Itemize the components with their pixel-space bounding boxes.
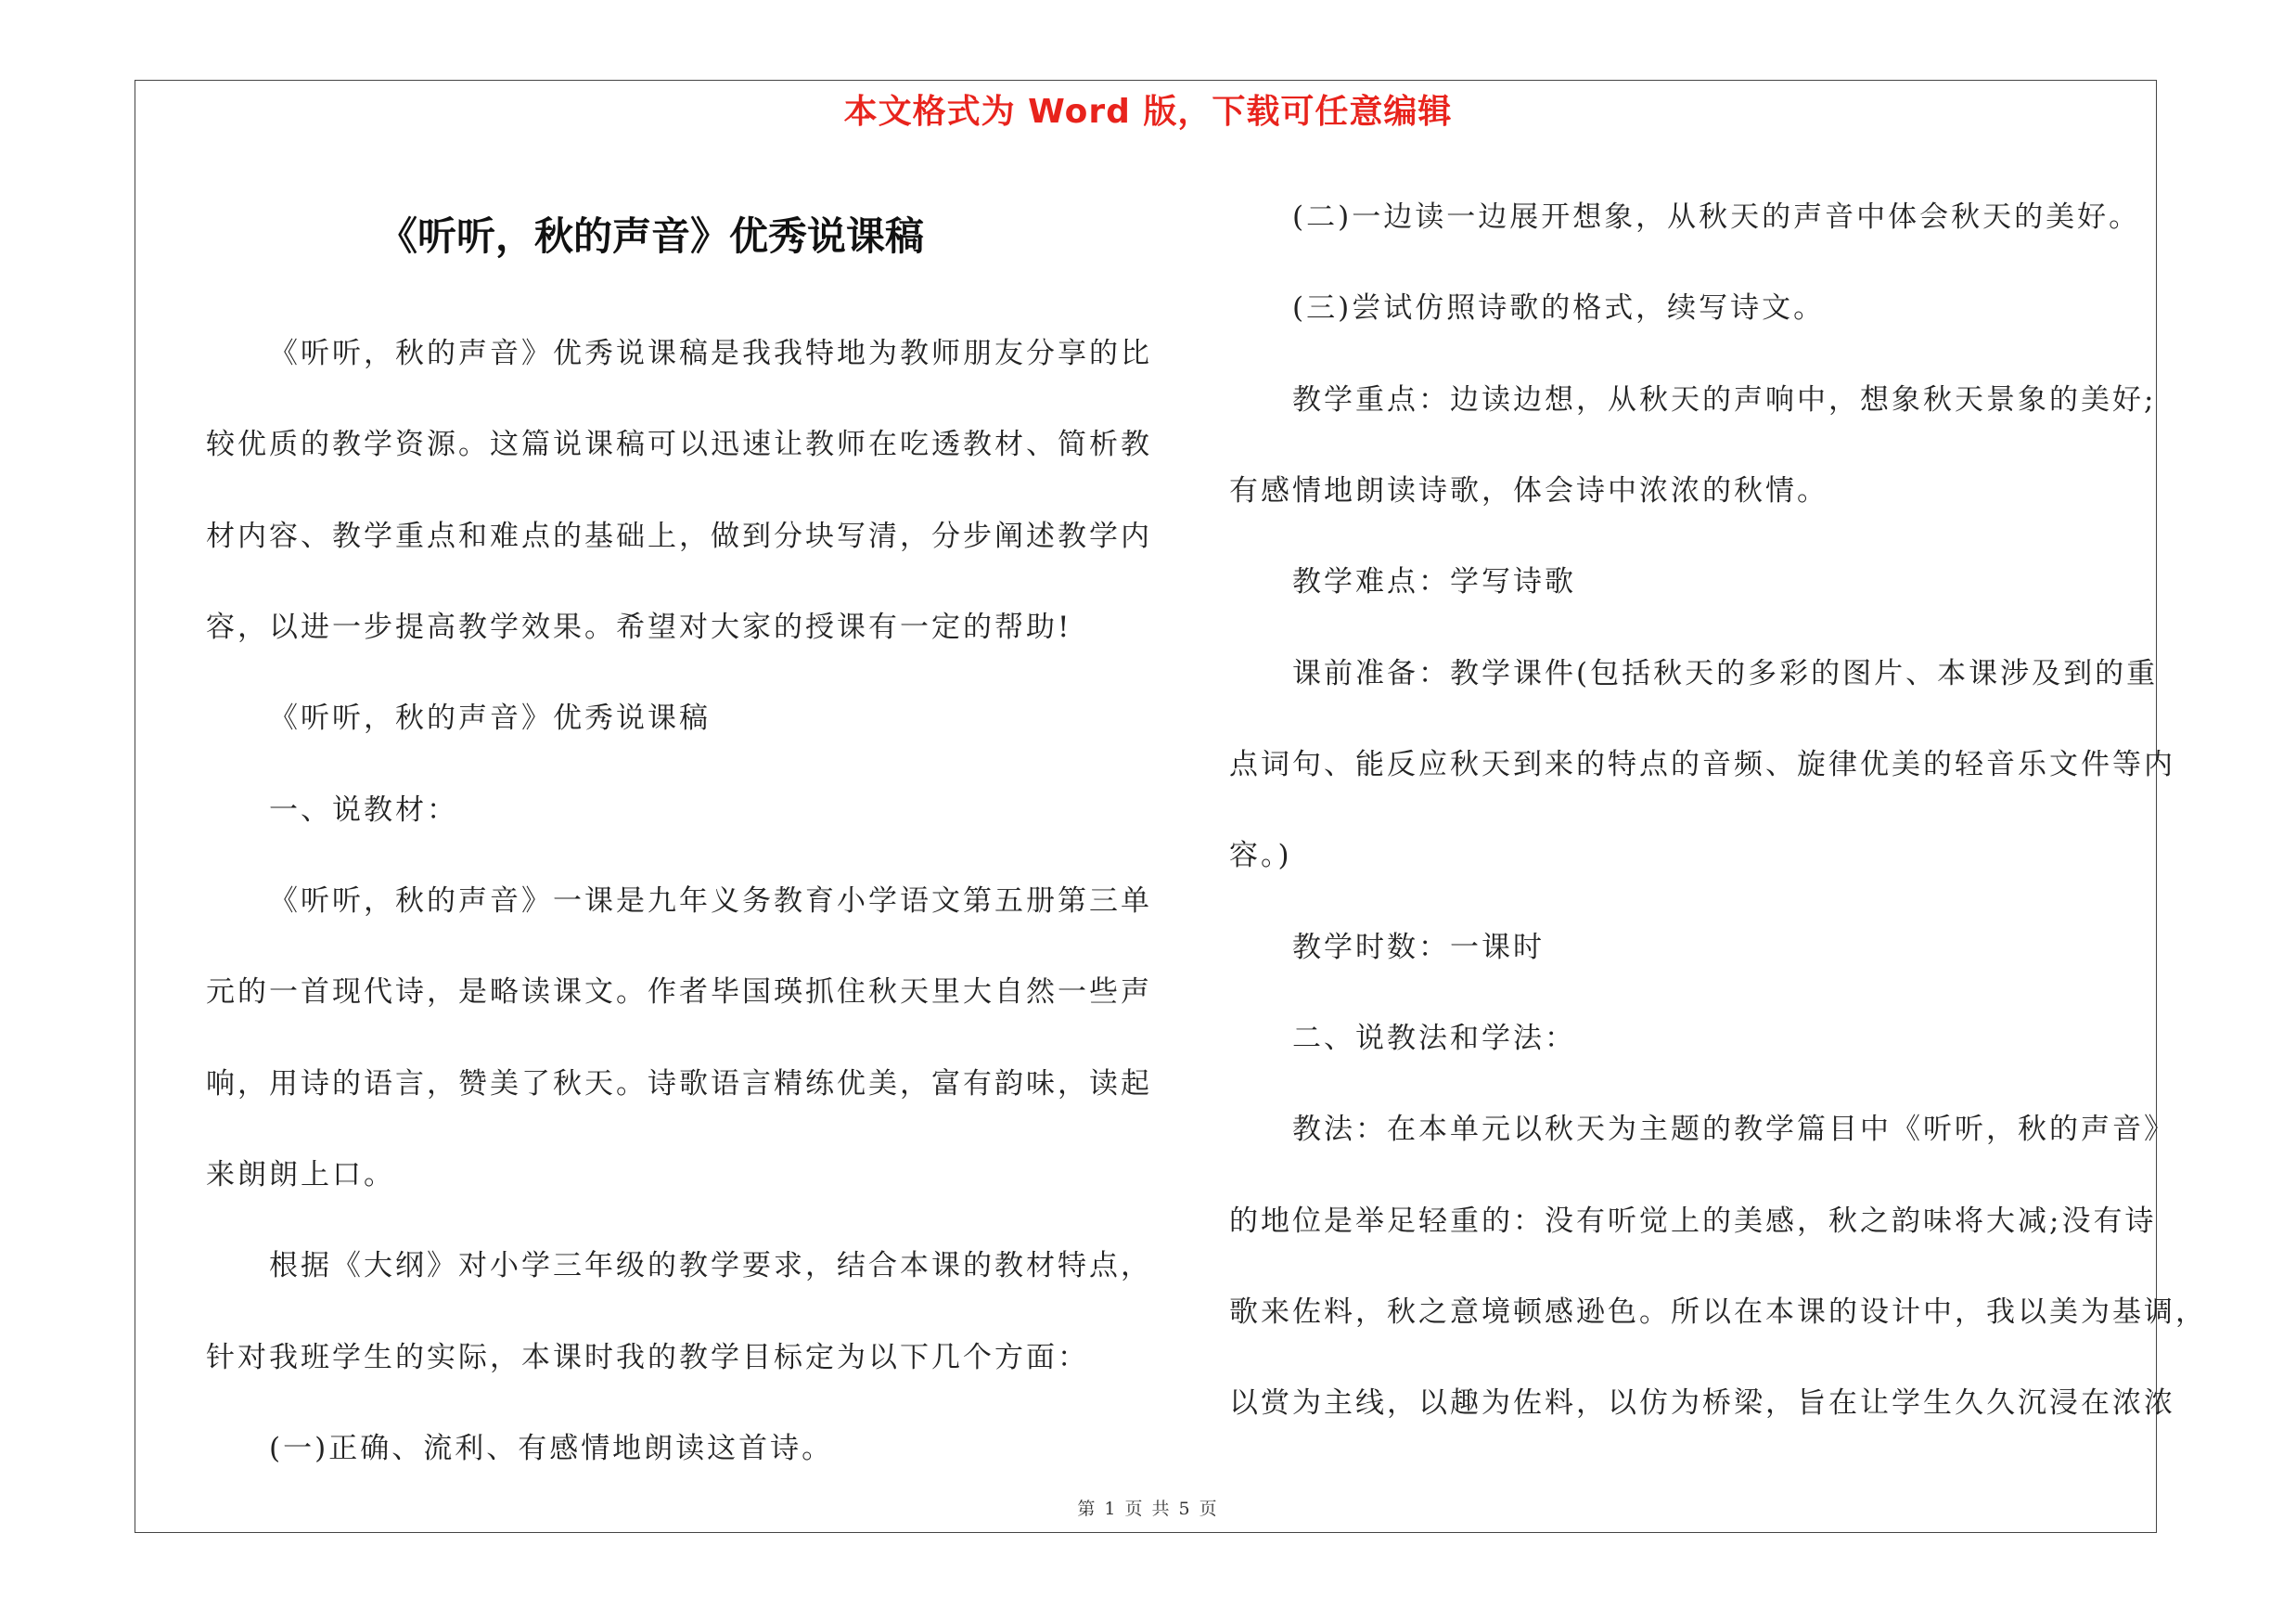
section-heading: 二、说教法和学法： <box>1292 1022 1576 1055</box>
paragraph-line: 点词句、能反应秋天到来的特点的音频、旋律优美的轻音乐文件等内 <box>1229 748 2175 781</box>
paragraph-line: 响，用诗的语言，赞美了秋天。诗歌语言精练优美，富有韵味，读起 <box>206 1067 1152 1101</box>
paragraph-line: 的地位是举足轻重的：没有听觉上的美感，秋之韵味将大减;没有诗 <box>1229 1204 2157 1238</box>
paragraph-line: 根据《大纲》对小学三年级的教学要求，结合本课的教材特点， <box>269 1249 1152 1282</box>
paragraph-line: 教学时数：一课时 <box>1292 931 1545 964</box>
subtitle-line: 《听听，秋的声音》优秀说课稿 <box>269 702 711 735</box>
paragraph-line: 元的一首现代诗，是略读课文。作者毕国瑛抓住秋天里大自然一些声 <box>206 975 1152 1009</box>
paragraph-line: 针对我班学生的实际，本课时我的教学目标定为以下几个方面： <box>206 1341 1089 1374</box>
paragraph-line: 《听听，秋的声音》优秀说课稿是我我特地为教师朋友分享的比 <box>269 337 1152 370</box>
paragraph-line: (一)正确、流利、有感情地朗读这首诗。 <box>269 1432 834 1465</box>
paragraph-line: 有感情地朗读诗歌，体会诗中浓浓的秋情。 <box>1229 474 1828 508</box>
document-title: 《听听，秋的声音》优秀说课稿 <box>378 213 924 259</box>
paragraph-line: 歌来佐料，秋之意境顿感逊色。所以在本课的设计中，我以美为基调， <box>1229 1295 2207 1329</box>
paragraph-line: 教学重点：边读边想，从秋天的声响中，想象秋天景象的美好; <box>1292 383 2157 417</box>
paragraph-line: 以赏为主线，以趣为佐料，以仿为桥梁，旨在让学生久久沉浸在浓浓 <box>1229 1386 2175 1420</box>
paragraph-line: 教法：在本单元以秋天为主题的教学篇目中《听听，秋的声音》 <box>1292 1113 2175 1146</box>
paragraph-line: 《听听，秋的声音》一课是九年义务教育小学语文第五册第三单 <box>269 884 1152 918</box>
paragraph-line: 材内容、教学重点和难点的基础上，做到分块写清，分步阐述教学内 <box>206 520 1152 553</box>
paragraph-line: 课前准备：教学课件(包括秋天的多彩的图片、本课涉及到的重 <box>1292 657 2159 690</box>
paragraph-line: (三)尝试仿照诗歌的格式，续写诗文。 <box>1292 291 1826 325</box>
paragraph-line: 较优质的教学资源。这篇说课稿可以迅速让教师在吃透教材、简析教 <box>206 428 1152 461</box>
paragraph-line: 来朗朗上口。 <box>206 1158 395 1191</box>
format-notice-banner: 本文格式为 Word 版，下载可任意编辑 <box>843 93 1453 131</box>
paragraph-line: 容。) <box>1229 839 1292 872</box>
section-heading: 一、说教材： <box>269 793 458 827</box>
page-number-footer: 第 1 页 共 5 页 <box>1077 1499 1219 1519</box>
paragraph-line: 容，以进一步提高教学效果。希望对大家的授课有一定的帮助! <box>206 611 1072 644</box>
paragraph-line: 教学难点：学写诗歌 <box>1292 565 1576 599</box>
paragraph-line: (二)一边读一边展开想象，从秋天的声音中体会秋天的美好。 <box>1292 200 2141 234</box>
